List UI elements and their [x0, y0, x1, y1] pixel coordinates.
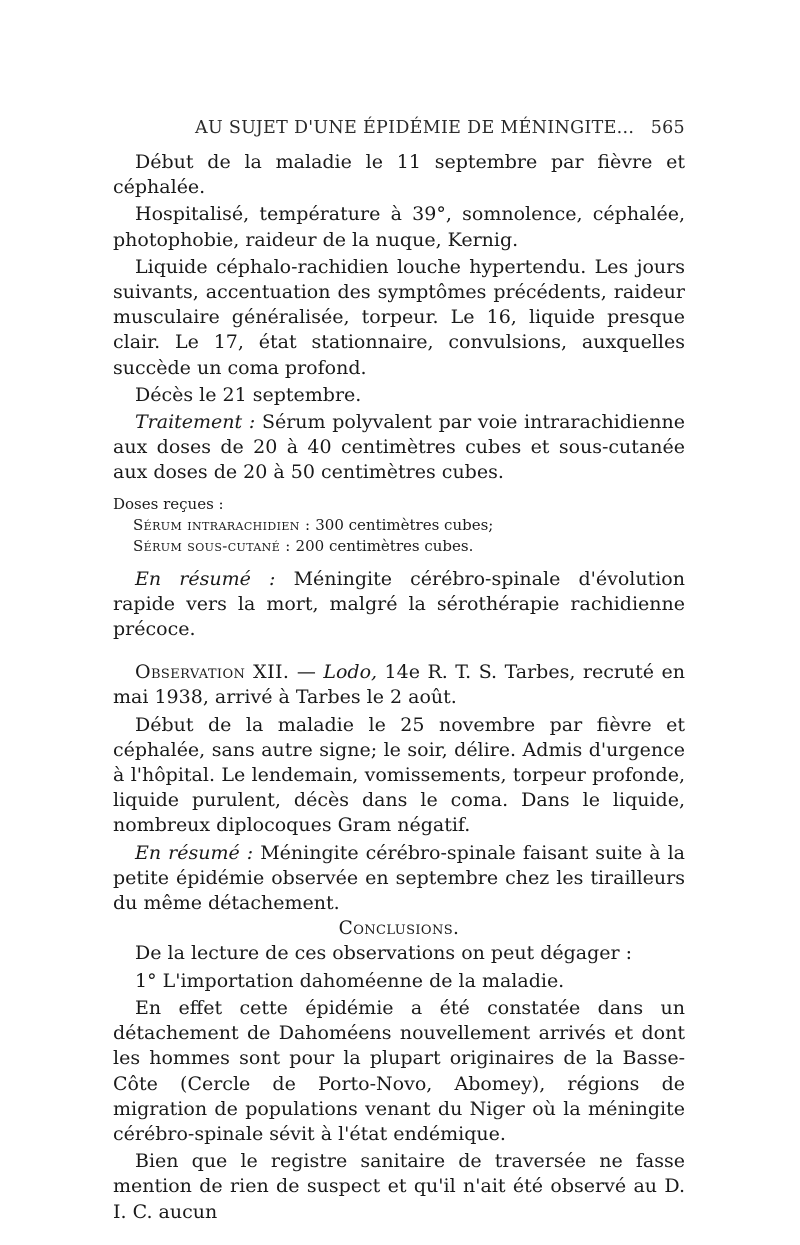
- observation-text: 14e R. T. S. Tarbes, recruté en mai 1938, arrivé à Tarbes le 2 août.: [113, 661, 686, 709]
- patient-name: Lodo,: [323, 661, 378, 684]
- paragraph: Bien que le registre sanitaire de traversée ne fasse mention de rien de suspect et qu'il n'ait été observé au D. I. C. aucun: [113, 1150, 685, 1223]
- page-body: [113, 150, 685, 1225]
- dose-line: [133, 536, 685, 557]
- paragraph: En effet cette épidémie a été constatée dans un détachement de Dahoméens nouvellement arrivés et dont les hommes sont pour la plupart originaires de la Basse-Côte (Cercle de Porto-Novo, Abomey), régions de migration de populations venant du Niger où la méningite cérébro-spinale sévit à l'état endémique.: [113, 996, 685, 1145]
- observation-label: Observation XII.: [135, 661, 290, 684]
- paragraph: Hospitalisé, température à 39°, somnolence, céphalée, photophobie, raideur de la nuque, Kernig.: [113, 203, 685, 251]
- summary-text: Méningite cérébro-spinale d'évolution rapide vers la mort, malgré la sérothérapie rachidienne précoce.: [113, 567, 685, 641]
- dose-value: 200 centimètres cubes.: [295, 536, 474, 555]
- summary-label: En résumé :: [135, 567, 276, 590]
- conclusions-heading: Conclusions.: [338, 918, 460, 940]
- paragraph: Liquide céphalo-rachidien louche hypertendu. Les jours suivants, accentuation des symptômes précédents, raideur musculaire généralisée, torpeur. Le 16, liquide presque clair. Le 17, état stationnaire, convulsions, auxquelles succède un coma profond.: [113, 255, 685, 379]
- dose-line: [133, 515, 685, 536]
- doses-title: Doses reçues :: [113, 494, 224, 513]
- summary-paragraph: [113, 841, 685, 917]
- observation-heading: [113, 660, 685, 710]
- paragraph: 1° L'importation dahoméenne de la maladie.: [135, 969, 565, 992]
- summary-paragraph: [113, 567, 685, 643]
- paragraph: De la lecture de ces observations on peut dégager :: [135, 942, 633, 965]
- paragraph: Début de la maladie le 25 novembre par fièvre et céphalée, sans autre signe; le soir, délire. Admis d'urgence à l'hôpital. Le lendemain, vomissements, torpeur profonde, liquide purulent, décès dans le coma. Dans le liquide, nombreux diplocoques Gram négatif.: [113, 713, 685, 837]
- paragraph: Décès le 21 septembre.: [135, 383, 362, 406]
- dose-label: Sérum intrarachidien :: [133, 515, 311, 534]
- observation-dash: —: [296, 661, 316, 684]
- treatment-label: Traitement :: [135, 411, 256, 434]
- running-title: AU SUJET D'UNE ÉPIDÉMIE DE MÉNINGITE...: [195, 118, 635, 138]
- dose-label: Sérum sous-cutané :: [133, 536, 291, 555]
- summary-label: En résumé :: [135, 841, 254, 864]
- paragraph: Début de la maladie le 11 septembre par fièvre et céphalée.: [113, 151, 685, 199]
- treatment-text: Sérum polyvalent par voie intrarachidienne aux doses de 20 à 40 centimètres cubes et sous-cutanée aux doses de 20 à 50 centimètres cubes.: [113, 411, 685, 484]
- dose-value: 300 centimètres cubes;: [315, 515, 494, 534]
- treatment-paragraph: [113, 410, 685, 486]
- summary-text: Méningite cérébro-spinale faisant suite à la petite épidémie observée en septembre chez les tirailleurs du même détachement.: [113, 841, 685, 915]
- page-number: 565: [650, 118, 685, 138]
